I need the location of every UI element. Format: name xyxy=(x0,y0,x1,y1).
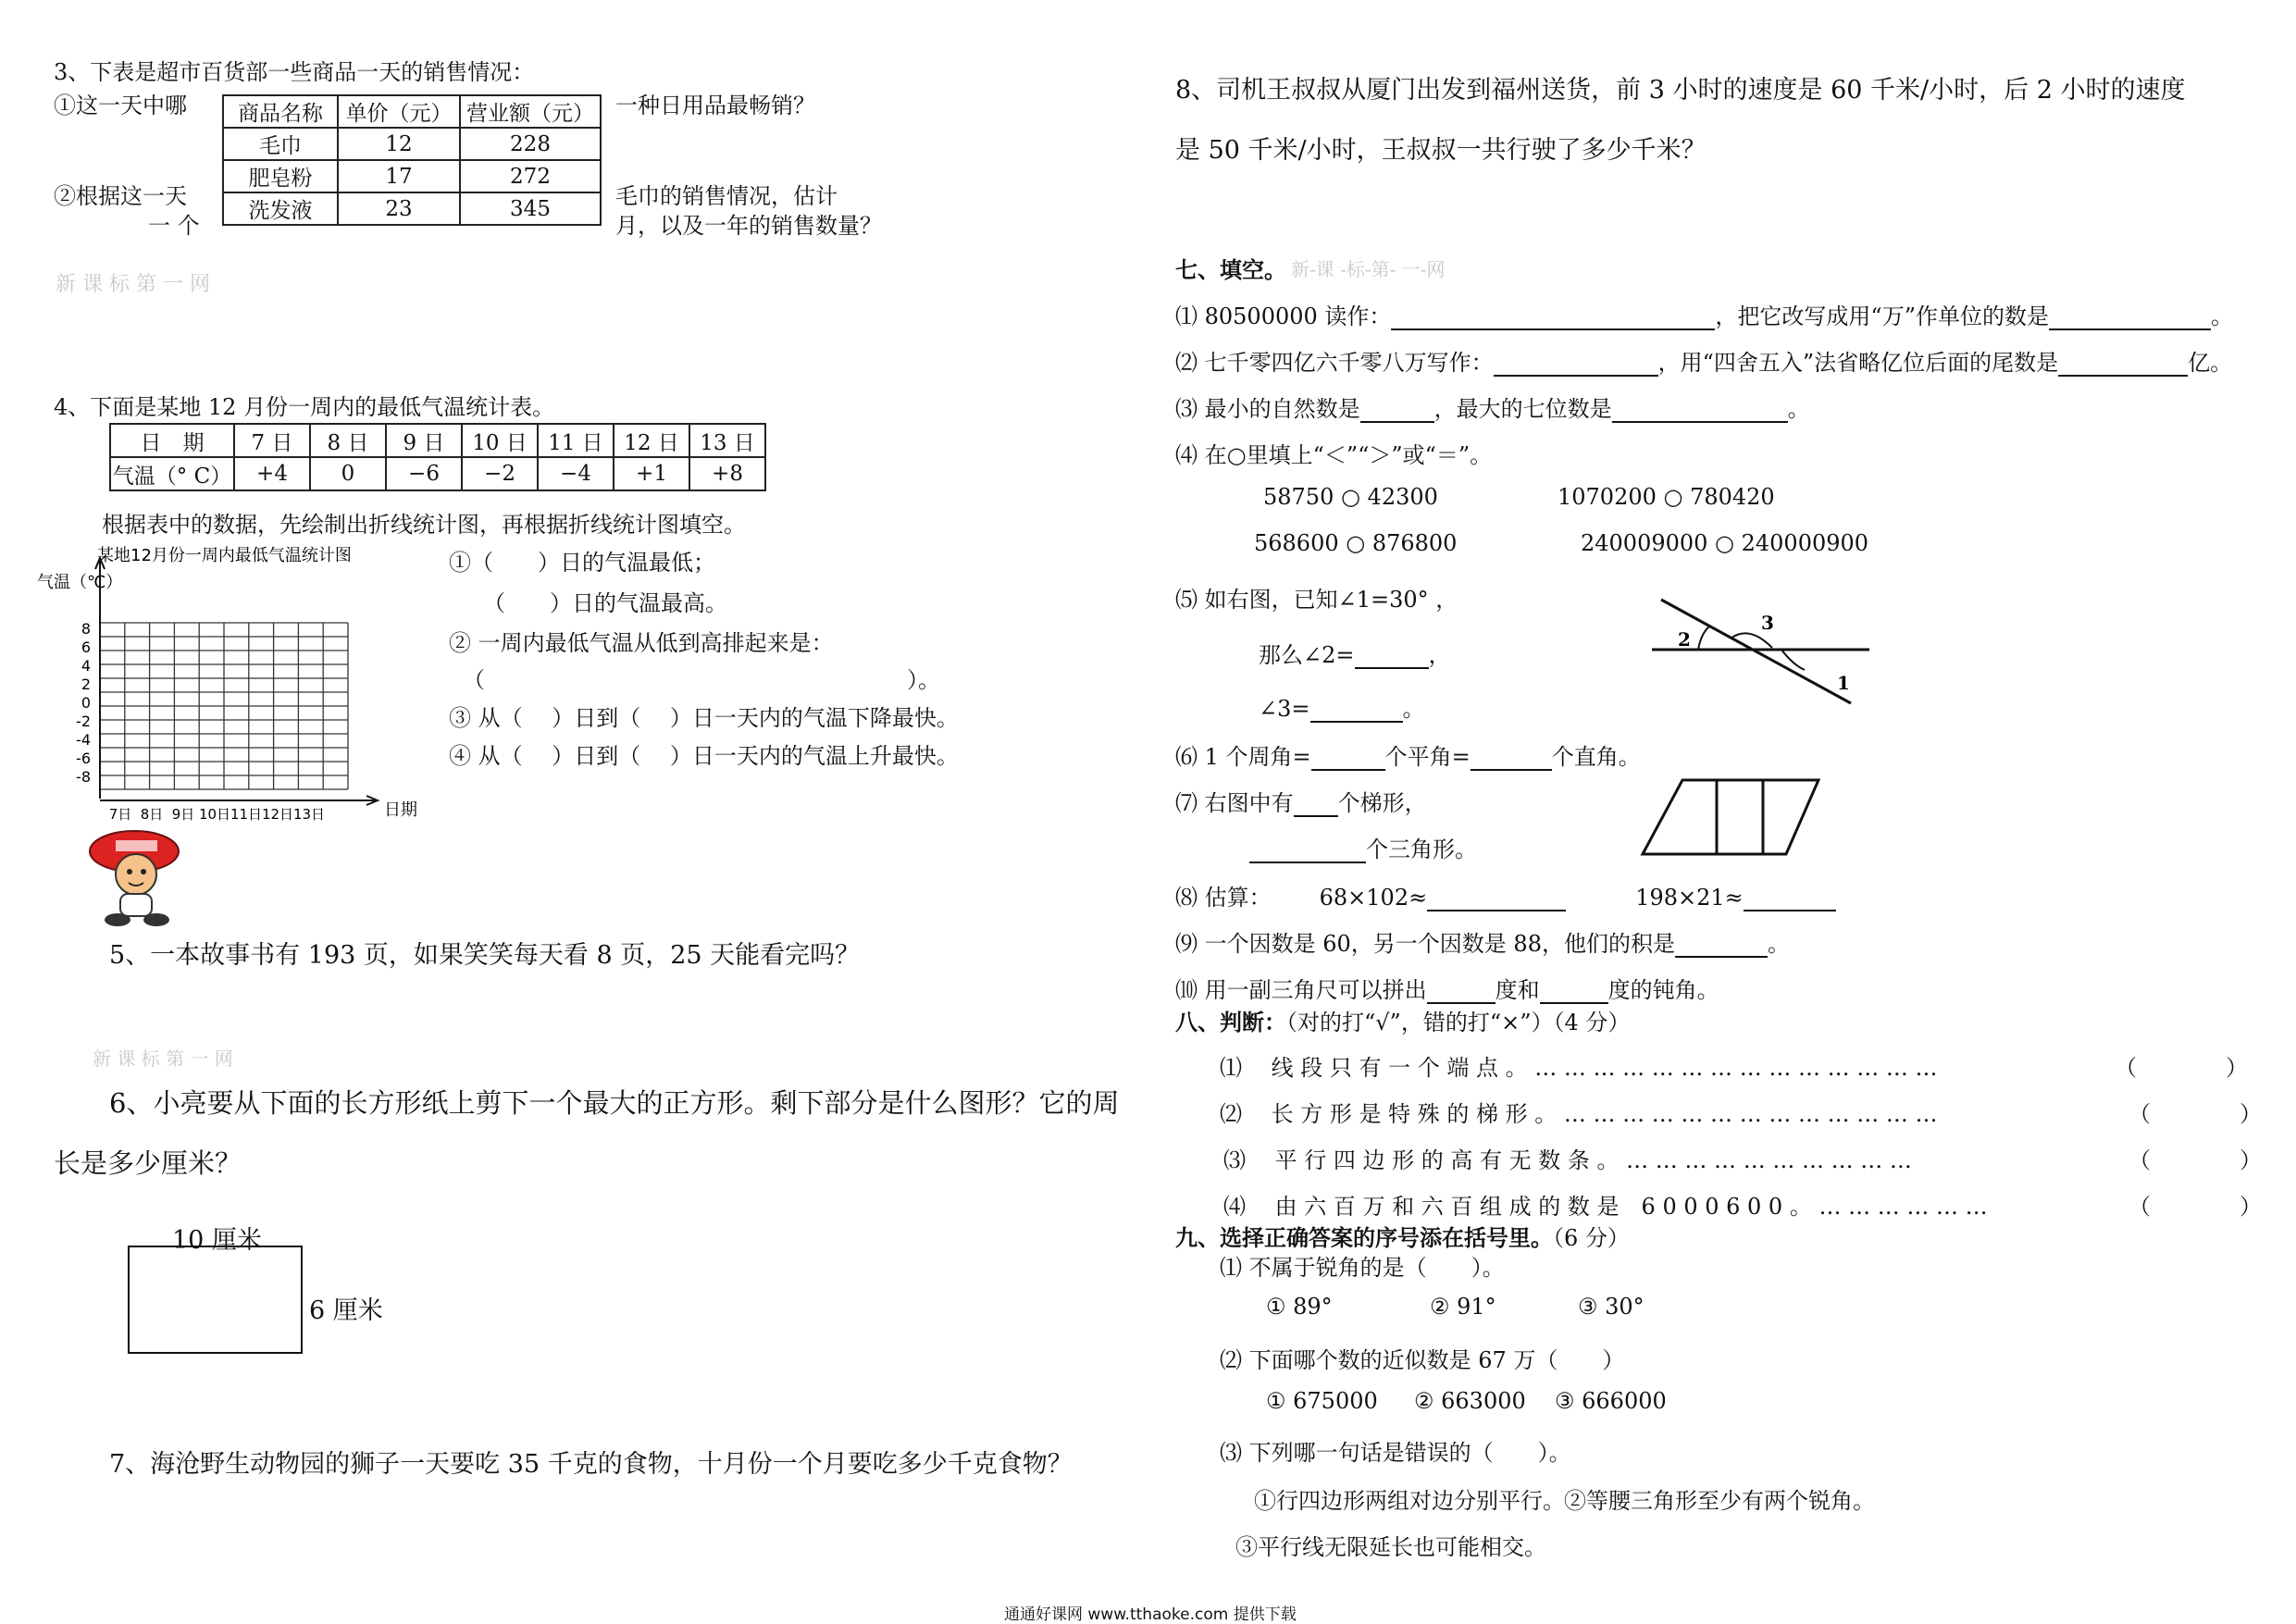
fill-2-c: 亿。 xyxy=(2188,350,2233,376)
q4-item-2: ② 一周内最低气温从低到高排起来是： xyxy=(449,630,834,656)
sales-table xyxy=(222,94,602,226)
fill-1 xyxy=(1175,298,2233,330)
y-tick-label: -6 xyxy=(76,750,91,767)
y-tick-label: -2 xyxy=(76,713,91,730)
fill-5-a: ⑸ 如右图，已知∠1=30° ， xyxy=(1175,587,1458,613)
fill-10-b: 度和 xyxy=(1495,977,1540,1003)
fill-1-c: 。 xyxy=(2210,304,2233,329)
answer-blank[interactable] xyxy=(1494,353,1658,377)
y-tick-label: 8 xyxy=(81,620,91,638)
table-cell: +4 xyxy=(234,457,310,490)
judge-answer[interactable]: （ ） xyxy=(2128,1194,2262,1220)
watermark: 新 课 标 第 一 网 xyxy=(56,273,210,296)
fill-7-a-text: ⑺ 右图中有 xyxy=(1175,790,1294,816)
table-cell: 17 xyxy=(338,160,460,192)
fill-1-a: ⑴ 80500000 读作： xyxy=(1175,304,1392,329)
compare-1: 58750 ○ 42300 xyxy=(1263,484,1438,510)
fill-2-a: ⑵ 七千零四亿六千零八万写作： xyxy=(1175,350,1494,376)
section-7-title: 七、填空。 xyxy=(1175,256,1286,283)
q4-instruction: 根据表中的数据，先绘制出折线统计图，再根据折线统计图填空。 xyxy=(102,512,746,538)
section-9-title xyxy=(1175,1220,1630,1252)
answer-blank[interactable] xyxy=(1310,699,1403,723)
choice-option[interactable]: ②等腰三角形至少有两个锐角。 xyxy=(1564,1488,1875,1514)
table-cell: 毛巾 xyxy=(223,128,338,160)
table-header: 13 日 xyxy=(689,424,765,457)
compare-3: 568600 ○ 876800 xyxy=(1254,530,1458,556)
answer-blank[interactable] xyxy=(1355,645,1429,669)
fill-8-a: ⑻ 估算： xyxy=(1175,885,1272,911)
cartoon-boy-image xyxy=(88,824,190,930)
q4-title: 4、下面是某地 12 月份一周内的最低气温统计表。 xyxy=(54,394,555,420)
table-header: 单价（元） xyxy=(338,95,460,128)
angle-label: 3 xyxy=(1761,612,1774,634)
watermark: 新 课 标 第 一 网 xyxy=(93,1048,233,1070)
fill-6-c: 个直角。 xyxy=(1551,744,1641,770)
compare-2: 1070200 ○ 780420 xyxy=(1558,484,1775,510)
section-9-score: （6 分） xyxy=(1553,1225,1630,1251)
fill-2 xyxy=(1175,344,2232,377)
chart-title: 某地12月份一周内最低气温统计图 xyxy=(97,546,352,565)
fill-10-a: ⑽ 用一副三角尺可以拼出 xyxy=(1175,977,1427,1003)
judge-answer[interactable]: （ ） xyxy=(2128,1147,2262,1173)
footer-text: 通通好课网 www.tthaoke.com 提供下载 xyxy=(1004,1605,1297,1624)
choice-option[interactable]: ② 663000 xyxy=(1414,1388,1526,1414)
q3-sub1-a: ①这一天中哪 xyxy=(54,93,187,118)
q3-sub1-b: 一种日用品最畅销？ xyxy=(615,93,815,118)
q6-text-a: 6、小亮要从下面的长方形纸上剪下一个最大的正方形。剩下部分是什么图形？它的周 xyxy=(109,1087,1120,1119)
table-header: 12 日 xyxy=(614,424,689,457)
chart-x-label: 日期 xyxy=(384,800,417,820)
judge-answer[interactable]: （ ） xyxy=(2128,1101,2262,1127)
table-header: 8 日 xyxy=(310,424,386,457)
choice-option[interactable]: ① 675000 xyxy=(1266,1388,1378,1414)
judge-item: ⑷ 由 六 百 万 和 六 百 组 成 的 数 是 6 0 0 0 6 0 0 。 … … … … … … xyxy=(1223,1194,1988,1220)
fill-3-b: ，最大的七位数是 xyxy=(1433,396,1612,422)
q5-text: 5、一本故事书有 193 页，如果笑笑每天看 8 页，25 天能看完吗？ xyxy=(109,941,861,970)
fill-3-a: ⑶ 最小的自然数是 xyxy=(1175,396,1360,422)
y-tick-label: 0 xyxy=(81,694,91,712)
watermark: 新-课 -标-第- 一-网 xyxy=(1291,258,1446,280)
table-cell: 洗发液 xyxy=(223,192,338,225)
q7-text: 7、海沧野生动物园的狮子一天要吃 35 千克的食物，十月份一个月要吃多少千克食物？ xyxy=(109,1450,1073,1479)
rect-width-label: 10 厘米 xyxy=(172,1226,262,1255)
judge-item: ⑵ 长 方 形 是 特 殊 的 梯 形 。 … … … … … … … … … … … … … xyxy=(1220,1101,1938,1127)
table-header: 7 日 xyxy=(234,424,310,457)
fill-6 xyxy=(1175,738,1641,771)
table-header: 9 日 xyxy=(386,424,462,457)
answer-blank[interactable] xyxy=(2049,306,2211,330)
answer-blank[interactable] xyxy=(1675,934,1768,958)
q4-item-1: ①（ ）日的气温最低； xyxy=(449,550,715,576)
fill-3-c: 。 xyxy=(1787,396,1810,422)
chart-y-label: 气温（℃） xyxy=(37,573,123,592)
y-tick-label: 6 xyxy=(81,638,91,656)
table-cell: +8 xyxy=(689,457,765,490)
q3-sub2-c: 一 个 xyxy=(148,213,200,239)
fill-7-b-text: 个梯形， xyxy=(1337,790,1427,816)
q6-text-b: 长是多少厘米？ xyxy=(54,1147,242,1179)
choice-option[interactable]: ③平行线无限延长也可能相交。 xyxy=(1235,1534,1546,1560)
trapezoid-diagram xyxy=(1638,775,1832,859)
q3-sub2-b: 毛巾的销售情况，估计 xyxy=(615,183,838,209)
q3-sub2-a: ②根据这一天 xyxy=(54,183,187,209)
q3-sub2-d: 月，以及一年的销售数量？ xyxy=(615,213,882,239)
judge-item: ⑴ 线 段 只 有 一 个 端 点 。 … … … … … … … … … … … … … … xyxy=(1220,1055,1938,1081)
q4-item-3: ③ 从（ ）日到（ ）日一天内的气温下降最快。 xyxy=(449,705,959,731)
q4-item-4: ④ 从（ ）日到（ ）日一天内的气温上升最快。 xyxy=(449,743,959,769)
table-cell: 肥皂粉 xyxy=(223,160,338,192)
choice-option[interactable]: ③ 666000 xyxy=(1555,1388,1667,1414)
q4-item-2b: （ ）。 xyxy=(463,667,940,693)
fill-10 xyxy=(1175,972,1719,1004)
table-cell: 气温（° C） xyxy=(110,457,234,490)
answer-blank[interactable] xyxy=(1427,980,1496,1004)
fill-3 xyxy=(1175,391,1810,423)
choice-q3: ⑶ 下列哪一句话是错误的（ ）。 xyxy=(1220,1440,1571,1466)
y-tick-label: -4 xyxy=(76,731,91,749)
table-cell: 272 xyxy=(460,160,601,192)
fill-7-c-text: 个三角形。 xyxy=(1366,837,1477,862)
answer-blank[interactable] xyxy=(1249,839,1366,863)
angle-diagram xyxy=(1643,592,1883,713)
table-cell: +1 xyxy=(614,457,689,490)
fill-8-b: 68×102≈ xyxy=(1319,885,1428,911)
q8-text-b: 是 50 千米/小时，王叔叔一共行驶了多少千米？ xyxy=(1175,136,1706,165)
x-tick-label: 7日 xyxy=(108,806,132,823)
answer-blank[interactable] xyxy=(1471,747,1552,771)
y-tick-label: 4 xyxy=(81,657,91,675)
angle3-label: ∠3= xyxy=(1259,696,1310,722)
choice-option[interactable]: ③ 30° xyxy=(1578,1294,1644,1320)
table-header: 11 日 xyxy=(538,424,614,457)
choice-option[interactable]: ①行四边形两组对边分别平行。 xyxy=(1254,1488,1565,1514)
angle-label: 1 xyxy=(1837,672,1850,694)
q3-title: 3、下表是超市百货部一些商品一天的销售情况： xyxy=(54,59,535,85)
fill-9-b: 。 xyxy=(1767,931,1790,957)
fill-8-c: 198×21≈ xyxy=(1635,885,1744,911)
table-cell: −6 xyxy=(386,457,462,490)
table-cell: 0 xyxy=(310,457,386,490)
x-tick-label: 10日 xyxy=(198,806,231,823)
x-tick-label: 12日 xyxy=(261,806,294,823)
q4-item-1b: （ ）日的气温最高。 xyxy=(483,590,727,616)
table-cell: 23 xyxy=(338,192,460,225)
fill-4: ⑷ 在○里填上“＜”“＞”或“＝”。 xyxy=(1175,442,1493,468)
answer-blank[interactable] xyxy=(1294,793,1338,817)
table-cell: 345 xyxy=(460,192,601,225)
table-header: 10 日 xyxy=(462,424,538,457)
y-tick-label: 2 xyxy=(81,676,91,693)
q8-text-a: 8、司机王叔叔从厦门出发到福州送货，前 3 小时的速度是 60 千米/小时，后 2 小时的速度 xyxy=(1175,76,2186,105)
fill-2-b: ，用“四舍五入”法省略亿位后面的尾数是 xyxy=(1657,350,2059,376)
chart-plot-area xyxy=(76,558,378,823)
fill-7-b xyxy=(1249,831,1477,863)
x-tick-label: 8日 xyxy=(140,806,164,823)
fill-10-c: 度的钝角。 xyxy=(1607,977,1719,1003)
fill-9 xyxy=(1175,925,1790,958)
judge-answer[interactable]: （ ） xyxy=(2115,1055,2248,1081)
table-cell: 228 xyxy=(460,128,601,160)
section-8-title xyxy=(1175,1004,1630,1036)
choice-option[interactable]: ① 89° xyxy=(1266,1294,1333,1320)
answer-blank[interactable] xyxy=(1311,747,1385,771)
choice-q2: ⑵ 下面哪个数的近似数是 67 万（ ） xyxy=(1220,1347,1625,1373)
temperature-line-chart[interactable] xyxy=(37,541,435,837)
fill-5-c xyxy=(1259,690,1425,723)
rectangle-figure xyxy=(128,1246,303,1354)
answer-blank[interactable] xyxy=(1360,399,1434,423)
x-tick-label: 11日 xyxy=(230,806,263,823)
x-tick-label: 13日 xyxy=(292,806,326,823)
table-cell: −2 xyxy=(462,457,538,490)
angle-label: 2 xyxy=(1678,628,1691,651)
fill-6-b: 个平角= xyxy=(1384,744,1471,770)
fill-7-a xyxy=(1175,785,1427,817)
x-tick-label: 9日 xyxy=(171,806,195,823)
table-cell: 12 xyxy=(338,128,460,160)
section-8-note: （对的打“√”，错的打“×”）（4 分） xyxy=(1286,1010,1631,1035)
section-9-heading: 九、选择正确答案的序号添在括号里。 xyxy=(1175,1224,1553,1251)
choice-q1: ⑴ 不属于锐角的是（ ）。 xyxy=(1220,1255,1505,1281)
compare-4: 240009000 ○ 240000900 xyxy=(1581,530,1869,556)
table-header: 日 期 xyxy=(110,424,234,457)
y-tick-label: -8 xyxy=(76,768,91,786)
angle2-label: 那么∠2= xyxy=(1259,642,1355,668)
table-cell: −4 xyxy=(538,457,614,490)
answer-blank[interactable] xyxy=(1744,887,1836,911)
fill-8 xyxy=(1175,879,1836,911)
judge-item: ⑶ 平 行 四 边 形 的 高 有 无 数 条 。 … … … … … … … … … … xyxy=(1223,1147,1912,1173)
angle3-end: 。 xyxy=(1402,696,1425,722)
answer-blank[interactable] xyxy=(1540,980,1608,1004)
choice-option[interactable]: ② 91° xyxy=(1430,1294,1496,1320)
rect-height-label: 6 厘米 xyxy=(309,1296,383,1325)
answer-blank[interactable] xyxy=(1391,306,1715,330)
fill-5-b xyxy=(1259,637,1451,669)
table-header: 商品名称 xyxy=(223,95,338,128)
temperature-table xyxy=(109,423,766,491)
fill-6-a: ⑹ 1 个周角= xyxy=(1175,744,1311,770)
section-8-heading: 八、判断： xyxy=(1175,1009,1286,1035)
fill-1-b: ，把它改写成用“万”作单位的数是 xyxy=(1715,304,2049,329)
answer-blank[interactable] xyxy=(2058,353,2188,377)
answer-blank[interactable] xyxy=(1612,399,1788,423)
angle2-end: ， xyxy=(1428,642,1451,668)
fill-9-a: ⑼ 一个因数是 60，另一个因数是 88，他们的积是 xyxy=(1175,931,1675,957)
answer-blank[interactable] xyxy=(1427,887,1566,911)
table-header: 营业额（元） xyxy=(460,95,601,128)
